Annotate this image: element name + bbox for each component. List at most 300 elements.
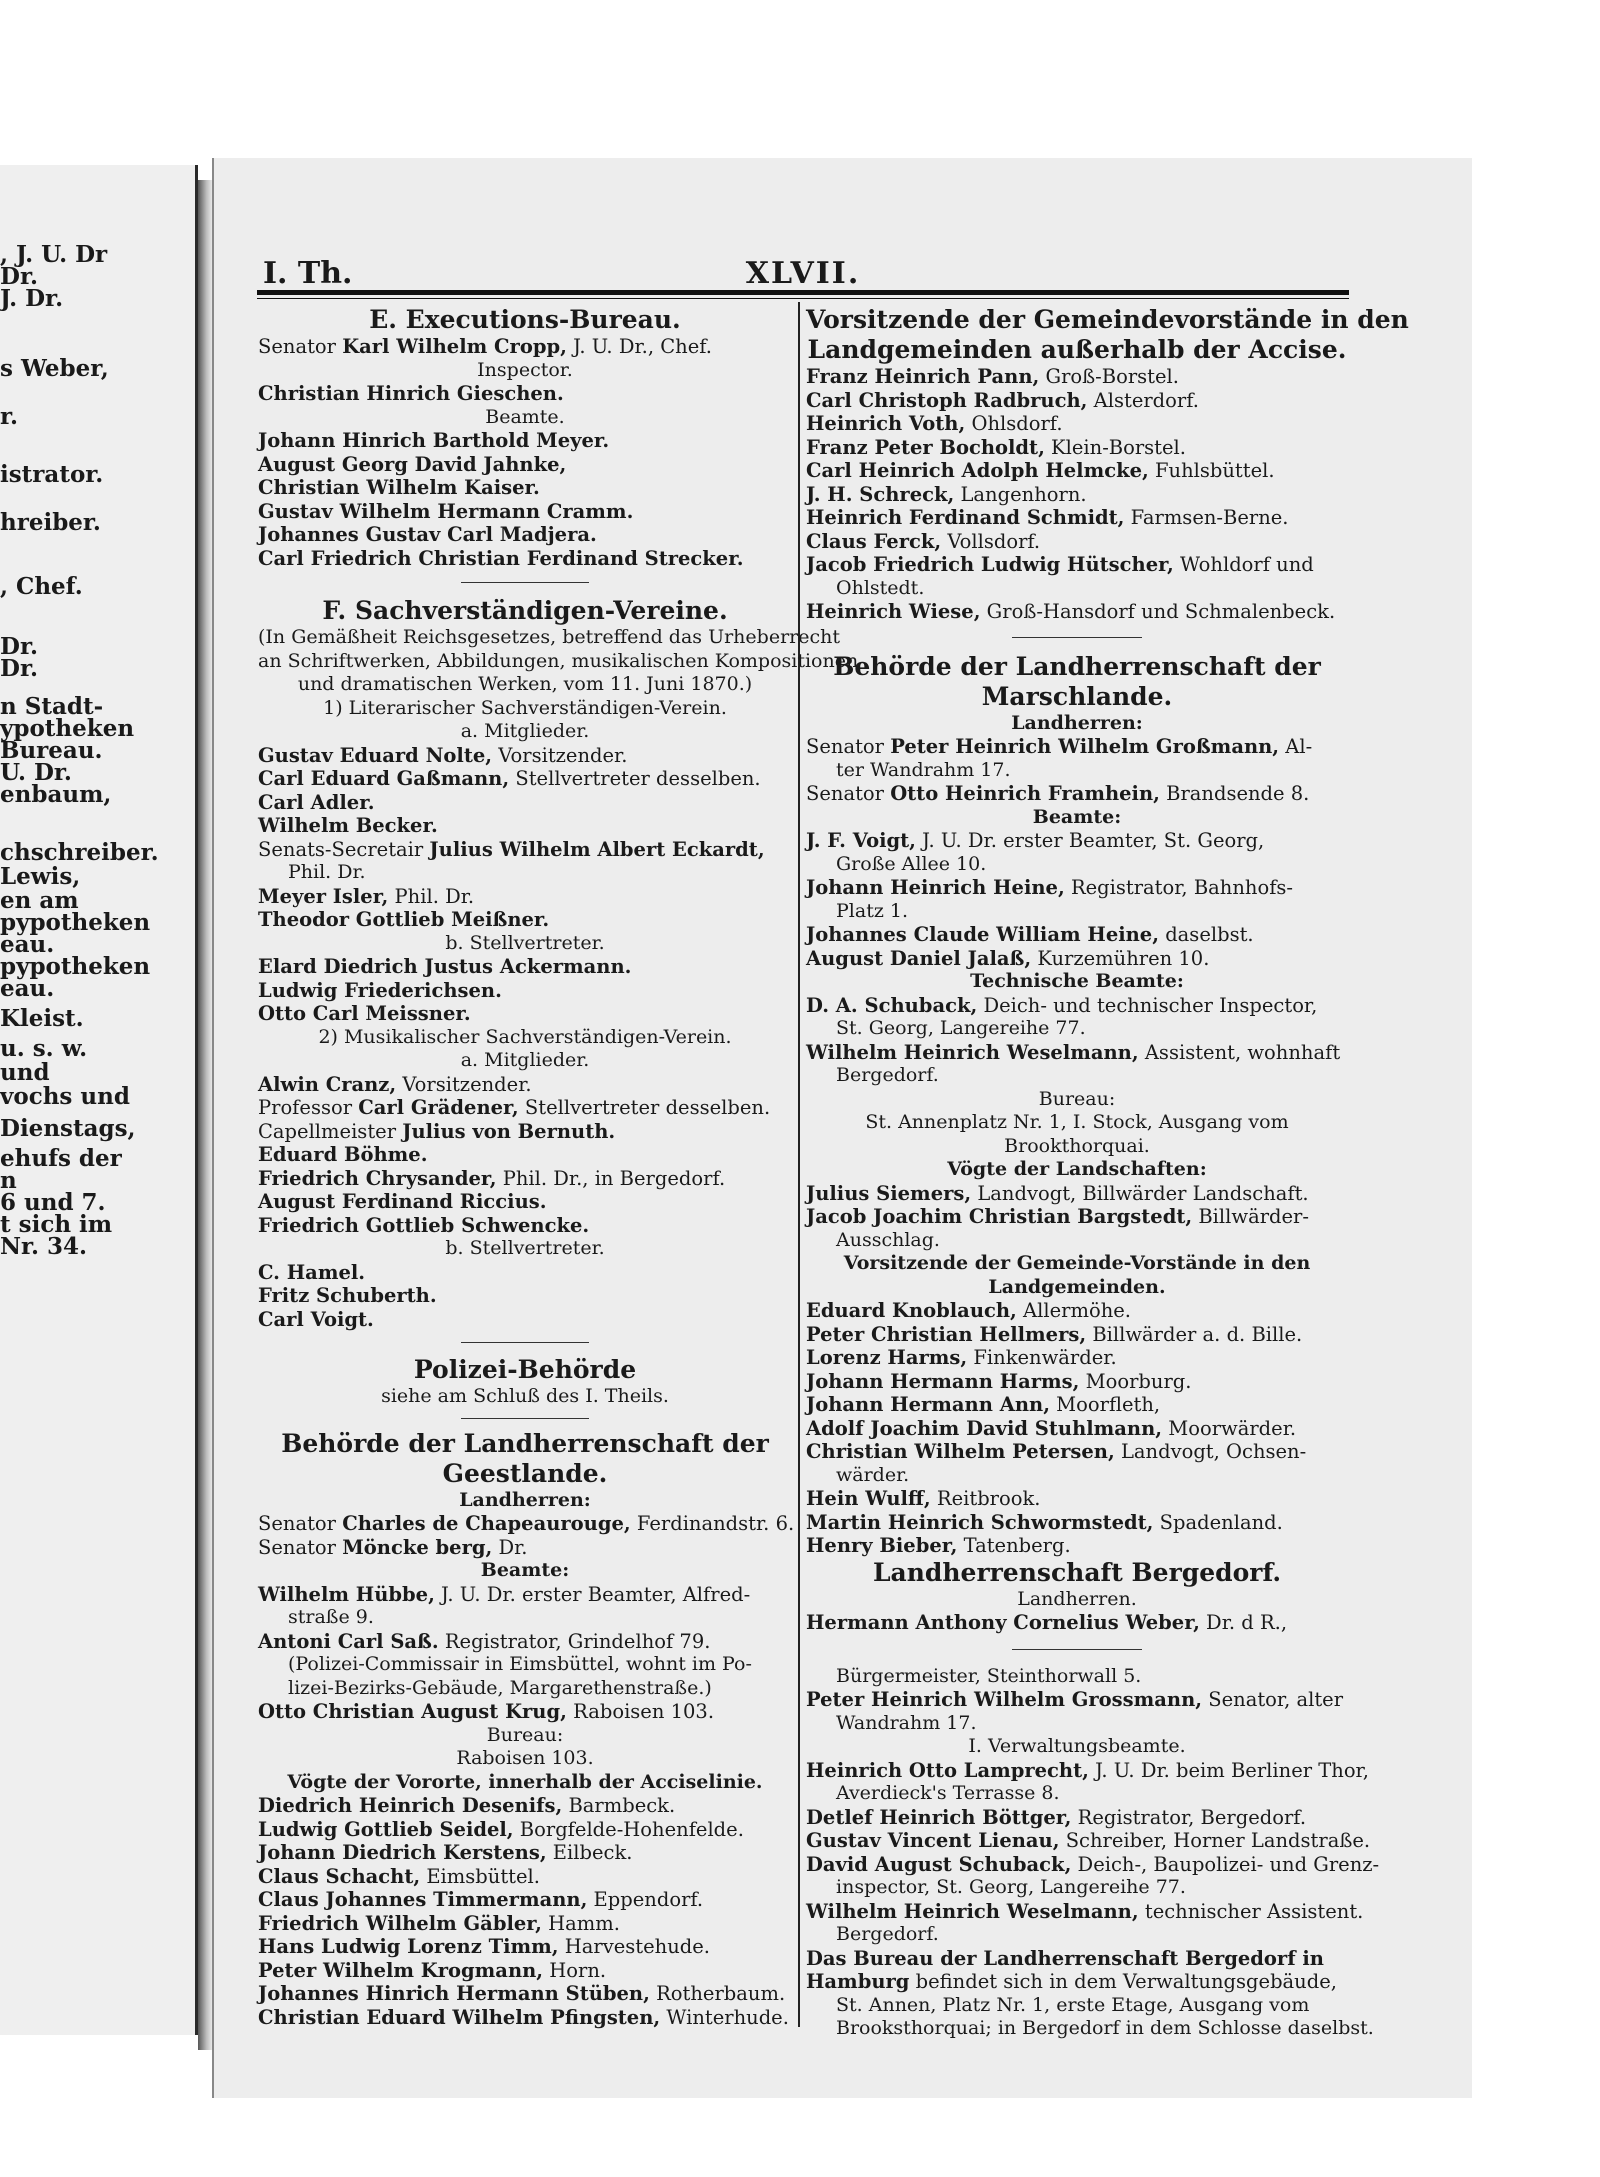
entry-name: Peter Heinrich Wilhelm Grossmann,	[806, 1688, 1203, 1711]
entry-name: Franz Peter Bocholdt,	[806, 435, 1045, 459]
entry-name: August Ferdinand Riccius.	[258, 1190, 547, 1213]
entry-name: Alwin Cranz,	[258, 1072, 397, 1096]
entry-name: Gustav Eduard Nolte,	[258, 743, 493, 767]
entry-name: Diedrich Heinrich Desenifs,	[258, 1794, 563, 1817]
entry-detail: Horn.	[543, 1958, 607, 1982]
subsection-label: Beamte:	[1032, 805, 1122, 828]
person-entry	[806, 601, 1348, 622]
entry-detail: Alsterdorf.	[1087, 388, 1199, 412]
continuation-line: straße 9.	[288, 1606, 374, 1628]
centered-note: Bureau:	[1038, 1087, 1116, 1110]
entry-name: Wilhelm Heinrich Weselmann,	[806, 1899, 1139, 1923]
person-entry	[258, 792, 792, 813]
person-entry	[806, 1371, 1348, 1392]
entry-detail: Hamm.	[541, 1911, 620, 1935]
entry-detail: Deich- und technischer Inspector,	[977, 993, 1318, 1017]
entry-name: Martin Heinrich Schwormstedt,	[806, 1510, 1154, 1534]
person-entry	[806, 1899, 1364, 1923]
person-entry	[258, 956, 792, 977]
centered-note: siehe am Schluß des I. Theils.	[381, 1385, 669, 1407]
section-divider	[461, 582, 589, 583]
entry-name: Johann Heinrich Heine,	[806, 876, 1065, 899]
previous-page-fragment: istrator.	[0, 461, 104, 488]
entry-name: Julius von Bernuth.	[402, 1119, 616, 1143]
entry-detail: J. U. Dr. erster Beamter, Alfred-	[434, 1582, 751, 1606]
section-heading: Marschlande.	[981, 681, 1173, 711]
person-entry	[258, 2007, 792, 2028]
entry-name: Heinrich Wiese,	[806, 600, 981, 623]
previous-page-fragment: n	[0, 1167, 17, 1194]
section-heading: Vorsitzende der Gemeindevorstände in den	[806, 305, 1409, 334]
person-entry	[258, 815, 792, 836]
entry-name: Heinrich Voth,	[806, 412, 966, 435]
entry-name: Johann Hinrich Barthold Meyer.	[258, 429, 610, 452]
entry-detail: Ferdinandstr. 6.	[630, 1512, 795, 1535]
previous-page-fragment: t sich im	[0, 1211, 113, 1238]
person-entry	[258, 1285, 792, 1306]
person-entry	[258, 745, 792, 766]
continuation-line: Große Allee 10.	[836, 852, 987, 875]
section-heading: Behörde der Landherrenschaft der	[833, 651, 1321, 681]
person-entry	[806, 1418, 1348, 1439]
continuation-line: Phil. Dr.	[288, 861, 366, 883]
entry-detail: Stellvertreter desselben.	[518, 1096, 771, 1119]
entry-name: Carl Friedrich Christian Ferdinand Strecker.	[258, 546, 744, 570]
previous-page-fragment: Bureau.	[0, 737, 103, 764]
subsection-label: Vögte der Vororte, innerhalb der Acciselinie.	[287, 1770, 763, 1793]
continuation-line: Ausschlag.	[836, 1228, 940, 1251]
section-divider	[461, 1418, 589, 1419]
subsection-label: Beamte:	[480, 1559, 570, 1581]
header-rule-thin	[257, 298, 1349, 299]
entry-detail: Deich-, Baupolizei- und Grenz-	[1071, 1852, 1380, 1876]
person-entry	[258, 1074, 792, 1095]
continuation-line: Ohlstedt.	[836, 576, 925, 599]
entry-detail: Finkenwärder.	[967, 1346, 1117, 1369]
previous-page-fragment: Kleist.	[0, 1005, 84, 1032]
person-entry	[806, 1689, 1348, 1710]
person-entry	[258, 1701, 792, 1722]
header-rule	[257, 290, 1349, 295]
entry-name: Ludwig Gottlieb Seidel,	[258, 1817, 514, 1841]
entry-name: Wilhelm Becker.	[258, 814, 438, 837]
subsection-label: Vögte der Landschaften:	[947, 1158, 1207, 1180]
entry-detail: Moorwärder.	[1162, 1416, 1297, 1440]
entry-name: Antoni Carl Saß.	[258, 1629, 439, 1653]
entry-name: Carl Grädener,	[358, 1096, 519, 1119]
entry-name: Friedrich Wilhelm Gäbler,	[258, 1911, 542, 1935]
person-entry	[806, 460, 1348, 481]
entry-name: Peter Heinrich Wilhelm Großmann,	[890, 735, 1280, 758]
centered-note: I. Verwaltungsbeamte.	[968, 1735, 1186, 1757]
previous-page-fragment: u. s. w.	[0, 1035, 88, 1062]
entry-detail: Raboisen 103.	[566, 1700, 715, 1723]
entry-detail: Vorsitzender.	[396, 1072, 532, 1096]
person-entry	[258, 501, 792, 522]
person-entry	[258, 1309, 792, 1330]
person-entry	[258, 336, 792, 357]
entry-name: Elard Diedrich Justus Ackermann.	[258, 955, 632, 978]
entry-name: Claus Johannes Timmermann,	[258, 1888, 588, 1911]
entry-title: Senator	[806, 782, 891, 805]
centered-note: 1) Literarischer Sachverständigen-Verein.	[323, 696, 727, 719]
entry-name: Eduard Böhme.	[258, 1143, 428, 1166]
person-entry	[806, 1347, 1348, 1368]
person-entry	[258, 886, 792, 907]
entry-name: Otto Heinrich Framhein,	[890, 782, 1160, 805]
entry-name: J. H. Schreck,	[806, 482, 955, 506]
entry-detail: Barmbeck.	[562, 1794, 676, 1817]
previous-page-fragment: enbaum,	[0, 781, 112, 808]
entry-detail: Billwärder-	[1192, 1205, 1309, 1228]
centered-note: a. Mitglieder.	[460, 1049, 590, 1071]
entry-name: Adolf Joachim David Stuhlmann,	[806, 1416, 1163, 1440]
person-entry	[806, 1512, 1348, 1533]
entry-name: Fritz Schuberth.	[258, 1284, 437, 1307]
subsection-label: Landherren:	[459, 1488, 591, 1511]
entry-name: Heinrich Otto Lamprecht,	[806, 1758, 1089, 1782]
entry-name: Gustav Wilhelm Hermann Cramm.	[258, 499, 634, 523]
person-entry	[806, 1971, 1348, 1992]
entry-name: Friedrich Chrysander,	[258, 1166, 497, 1190]
entry-detail: Eppendorf.	[587, 1888, 704, 1911]
centered-note: Brookthorquai.	[1004, 1134, 1150, 1157]
continuation-line: Platz 1.	[836, 899, 909, 922]
person-entry	[806, 554, 1348, 575]
entry-detail: Borgfelde-Hohenfelde.	[513, 1817, 744, 1841]
entry-title: Senator	[258, 1535, 343, 1559]
entry-detail: Groß-Borstel.	[1039, 365, 1179, 388]
previous-page-fragment: Lewis,	[0, 863, 81, 890]
entry-detail: Al-	[1279, 735, 1313, 758]
book-gutter	[198, 180, 212, 2050]
entry-title: Senator	[258, 335, 343, 358]
entry-name: Christian Eduard Wilhelm Pfingsten,	[258, 2005, 661, 2029]
person-entry	[258, 1262, 792, 1283]
entry-name: Johannes Claude William Heine,	[806, 923, 1159, 946]
person-entry	[258, 768, 792, 789]
person-entry	[806, 531, 1348, 552]
section-heading: Behörde der Landherrenschaft der	[281, 1428, 769, 1458]
continuation-line: St. Georg, Langereihe 77.	[836, 1017, 1086, 1039]
previous-page-fragment: Nr. 34.	[0, 1233, 88, 1260]
entry-name: Hamburg	[806, 1970, 910, 1993]
section-heading: F. Sachverständigen-Vereine.	[322, 596, 728, 625]
person-entry	[806, 877, 1348, 898]
entry-name: Christian Wilhelm Petersen,	[806, 1440, 1115, 1463]
entry-detail: Stellvertreter desselben.	[509, 767, 761, 790]
entry-name: Theodor Gottlieb Meißner.	[258, 908, 550, 931]
previous-page-fragment: ypotheken	[0, 715, 135, 742]
person-entry	[258, 1889, 792, 1910]
entry-name: Hermann Anthony Cornelius Weber,	[806, 1611, 1200, 1634]
entry-detail: daselbst.	[1159, 923, 1254, 946]
person-entry	[258, 430, 792, 451]
entry-detail: Eilbeck.	[546, 1841, 633, 1864]
person-entry	[806, 1948, 1348, 1969]
entry-detail: Harvestehude.	[558, 1935, 710, 1958]
entry-name: Charles de Chapeaurouge,	[342, 1512, 631, 1535]
entry-detail: Billwärder a. d. Bille.	[1086, 1322, 1303, 1346]
entry-detail: Farmsen-Berne.	[1124, 506, 1289, 529]
previous-page-fragment: chschreiber.	[0, 839, 159, 866]
page-header	[257, 250, 1349, 290]
entry-detail: Reitbrook.	[930, 1487, 1041, 1510]
entry-detail: Registrator, Grindelhof 79.	[438, 1629, 711, 1653]
person-entry	[258, 1936, 792, 1957]
entry-name: D. A. Schuback,	[806, 993, 978, 1017]
entry-name: Ludwig Friederichsen.	[258, 978, 502, 1002]
centered-note: b. Stellvertreter.	[445, 1237, 605, 1259]
centered-note: a. Mitglieder.	[460, 720, 590, 742]
entry-name: Carl Heinrich Adolph Helmcke,	[806, 459, 1149, 482]
entry-detail: Ohlsdorf.	[965, 412, 1063, 435]
continuation-line: wärder.	[836, 1463, 910, 1486]
centered-note: Inspector.	[477, 358, 573, 381]
person-entry	[806, 366, 1348, 387]
person-entry	[258, 1512, 795, 1535]
entry-detail: technischer Assistent.	[1138, 1899, 1364, 1923]
section-heading: E. Executions-Bureau.	[369, 305, 681, 334]
person-entry	[806, 1042, 1348, 1063]
person-entry	[806, 948, 1348, 969]
entry-name: Wilhelm Hübbe,	[258, 1582, 435, 1606]
person-entry	[258, 1191, 792, 1212]
entry-title: Capellmeister	[258, 1119, 403, 1143]
entry-name: Christian Hinrich Gieschen.	[258, 382, 564, 405]
entry-name: Wilhelm Heinrich Weselmann,	[806, 1040, 1139, 1064]
person-entry	[806, 1852, 1380, 1876]
centered-note: Raboisen 103.	[456, 1747, 594, 1769]
previous-page-fragment: r.	[0, 403, 19, 430]
entry-title: Senator	[806, 735, 891, 758]
entry-detail: Kurzemühren 10.	[1031, 946, 1210, 970]
continuation-line: lizei-Bezirks-Gebäude, Margarethenstraße.)	[288, 1676, 712, 1699]
entry-detail: Phil. Dr.	[388, 884, 475, 908]
entry-detail: J. U. Dr., Chef.	[566, 335, 712, 358]
person-entry	[258, 1168, 792, 1189]
entry-name: Hans Ludwig Lorenz Timm,	[258, 1935, 559, 1958]
previous-page-fragment: vochs und	[0, 1083, 130, 1110]
entry-name: Julius Wilhelm Albert Eckardt,	[429, 837, 765, 861]
person-entry	[258, 1003, 792, 1024]
person-entry	[806, 995, 1348, 1016]
entry-name: Heinrich Ferdinand Schmidt,	[806, 506, 1125, 529]
subsection-label: Landgemeinden.	[988, 1275, 1166, 1298]
entry-title: Senator	[258, 1512, 343, 1535]
section-heading: Geestlande.	[442, 1458, 608, 1488]
page-number: XLVII.	[745, 256, 861, 291]
entry-name: Carl Adler.	[258, 790, 375, 814]
person-entry	[806, 390, 1348, 411]
entry-detail: Senator, alter	[1202, 1688, 1344, 1711]
continuation-line: ter Wandrahm 17.	[836, 758, 1011, 781]
entry-name: Das Bureau der Landherrenschaft Bergedorf in	[806, 1946, 1324, 1970]
entry-name: J. F. Voigt,	[806, 829, 916, 852]
person-entry	[258, 839, 792, 860]
entry-detail: Phil. Dr., in Bergedorf.	[496, 1166, 726, 1190]
previous-page-fragment: Dr.	[0, 633, 38, 660]
entry-detail: Dr.	[492, 1535, 528, 1559]
entry-name: Carl Eduard Gaßmann,	[258, 767, 510, 790]
person-entry	[258, 1121, 792, 1142]
person-entry	[258, 980, 792, 1001]
previous-page-fragment: Dr.	[0, 263, 38, 290]
person-entry	[258, 1960, 792, 1981]
entry-detail: Langenhorn.	[954, 482, 1087, 506]
entry-detail: Dr. d R.,	[1199, 1611, 1288, 1634]
person-entry	[806, 783, 1348, 804]
person-entry	[806, 1488, 1348, 1509]
entry-name: Detlef Heinrich Böttger,	[806, 1805, 1072, 1829]
previous-page-fragment: hreiber.	[0, 509, 101, 536]
entry-name: Franz Heinrich Pann,	[806, 365, 1040, 388]
person-entry	[258, 1584, 792, 1605]
person-entry	[806, 1324, 1348, 1345]
previous-page-fragment: Dienstags,	[0, 1115, 136, 1142]
section-divider	[1012, 637, 1142, 638]
entry-detail: Wohldorf und	[1173, 553, 1314, 576]
section-heading: Landgemeinden außerhalb der Accise.	[807, 335, 1347, 364]
person-entry	[258, 1795, 792, 1816]
subsection-label: Landherren:	[1011, 711, 1143, 734]
section-divider	[461, 1342, 589, 1343]
section-divider	[1012, 1649, 1142, 1650]
person-entry	[258, 1866, 792, 1887]
entry-name: Julius Siemers,	[806, 1181, 972, 1205]
entry-detail: Registrator, Bergedorf.	[1071, 1805, 1307, 1829]
centered-note: St. Annenplatz Nr. 1, I. Stock, Ausgang vom	[865, 1111, 1289, 1133]
centered-note: an Schriftwerken, Abbildungen, musikalischen Kompositionen	[258, 649, 859, 672]
column-separator	[798, 302, 800, 2027]
entry-detail: J. U. Dr. beim Berliner Thor,	[1088, 1758, 1369, 1782]
entry-name: C. Hamel.	[258, 1260, 366, 1284]
entry-detail: Registrator, Bahnhofs-	[1064, 876, 1294, 899]
person-entry	[258, 1144, 792, 1165]
person-entry	[258, 1819, 792, 1840]
previous-page-fragment: J. Dr.	[0, 285, 64, 312]
previous-page-fragment: Dr.	[0, 655, 38, 682]
entry-name: Johannes Gustav Carl Madjera.	[258, 523, 597, 546]
previous-page-fragment: n Stadt-	[0, 693, 104, 720]
person-entry	[806, 1807, 1348, 1828]
entry-name: Lorenz Harms,	[806, 1346, 968, 1369]
person-entry	[258, 1537, 792, 1558]
entry-detail: Moorburg.	[1079, 1369, 1192, 1393]
entry-name: Henry Bieber,	[806, 1534, 958, 1557]
subsection-label: Vorsitzende der Gemeinde-Vorstände in den	[843, 1252, 1311, 1274]
entry-name: Peter Wilhelm Krogmann,	[258, 1958, 544, 1982]
person-entry	[258, 383, 792, 404]
person-entry	[258, 1215, 792, 1236]
entry-detail: Klein-Borstel.	[1044, 435, 1186, 459]
entry-detail: Eimsbüttel.	[420, 1864, 540, 1888]
person-entry	[258, 1913, 792, 1934]
person-entry	[258, 1983, 792, 2004]
person-entry	[806, 1535, 1348, 1556]
entry-name: Claus Schacht,	[258, 1864, 421, 1888]
person-entry	[806, 1758, 1369, 1782]
person-entry	[806, 1394, 1348, 1415]
continuation-line: Wandrahm 17.	[836, 1711, 977, 1734]
entry-name: Eduard Knoblauch,	[806, 1299, 1017, 1322]
entry-detail: Tatenberg.	[957, 1534, 1071, 1557]
previous-page-fragment: U. Dr.	[0, 759, 72, 786]
entry-name: Otto Christian August Krug,	[258, 1700, 567, 1723]
centered-note: Beamte.	[485, 405, 565, 428]
entry-detail: Schreiber, Horner Landstraße.	[1059, 1829, 1371, 1852]
previous-page-fragment: ehufs der	[0, 1145, 122, 1172]
centered-note: Bureau:	[486, 1723, 564, 1746]
previous-page-fragment: en am	[0, 887, 79, 914]
continuation-line: St. Annen, Platz Nr. 1, erste Etage, Ausgang vom	[836, 1993, 1310, 2016]
entry-detail: Winterhude.	[660, 2005, 789, 2029]
previous-page-fragment: eau.	[0, 931, 55, 958]
section-heading: Polizei-Behörde	[413, 1355, 637, 1384]
previous-page-fragment: eau.	[0, 975, 55, 1002]
person-entry	[806, 413, 1348, 434]
previous-page-fragment: , J. U. Dr	[0, 241, 108, 268]
entry-name: August Daniel Jalaß,	[806, 946, 1032, 970]
entry-name: Johann Hermann Harms,	[806, 1369, 1080, 1393]
entry-detail: Groß-Hansdorf und Schmalenbeck.	[980, 600, 1336, 623]
person-entry	[806, 736, 1348, 757]
previous-page-edge	[0, 165, 198, 2035]
entry-name: Christian Wilhelm Kaiser.	[258, 476, 540, 499]
entry-name: Karl Wilhelm Cropp,	[342, 335, 567, 358]
entry-title: Senats-Secretair	[258, 837, 430, 861]
section-heading: Landherrenschaft Bergedorf.	[872, 1557, 1282, 1587]
entry-name: David August Schuback,	[806, 1852, 1072, 1876]
person-entry	[806, 830, 1348, 851]
centered-note: b. Stellvertreter.	[445, 931, 605, 954]
person-entry	[258, 1097, 792, 1118]
centered-note: 2) Musikalischer Sachverständigen-Verein.	[318, 1025, 732, 1048]
entry-detail: Assistent, wohnhaft	[1138, 1040, 1341, 1064]
entry-title: Professor	[258, 1096, 359, 1119]
subsection-label: Technische Beamte:	[970, 970, 1184, 992]
person-entry	[806, 1183, 1348, 1204]
entry-name: Otto Carl Meissner.	[258, 1002, 471, 1025]
person-entry	[258, 454, 792, 475]
entry-name: Carl Voigt.	[258, 1307, 374, 1331]
entry-detail: befindet sich in dem Verwaltungsgebäude,	[909, 1970, 1337, 1993]
previous-page-fragment: , Chef.	[0, 573, 83, 600]
entry-detail: Vorsitzender.	[492, 743, 628, 767]
person-entry	[806, 1441, 1348, 1462]
person-entry	[258, 524, 792, 545]
entry-name: Möncke berg,	[342, 1535, 493, 1559]
person-entry	[258, 1631, 792, 1652]
person-entry	[806, 507, 1348, 528]
entry-name: Johannes Hinrich Hermann Stüben,	[258, 1982, 650, 2005]
entry-detail: Brandsende 8.	[1159, 782, 1310, 805]
entry-detail: J. U. Dr. erster Beamter, St. Georg,	[915, 829, 1265, 852]
person-entry	[258, 909, 792, 930]
continuation-line: Bergedorf.	[836, 1923, 939, 1945]
continuation-line: (Polizei-Commissair in Eimsbüttel, wohnt im Po-	[288, 1653, 752, 1675]
entry-name: August Georg David Jahnke,	[258, 452, 567, 476]
person-entry	[806, 1300, 1348, 1321]
person-entry	[806, 484, 1348, 505]
entry-name: Johann Hermann Ann,	[806, 1393, 1050, 1416]
person-entry	[258, 1842, 792, 1863]
continuation-line: Bürgermeister, Steinthorwall 5.	[836, 1664, 1142, 1687]
person-entry	[806, 1612, 1348, 1633]
person-entry	[258, 477, 792, 498]
entry-name: Carl Christoph Radbruch,	[806, 388, 1088, 412]
person-entry	[806, 924, 1348, 945]
